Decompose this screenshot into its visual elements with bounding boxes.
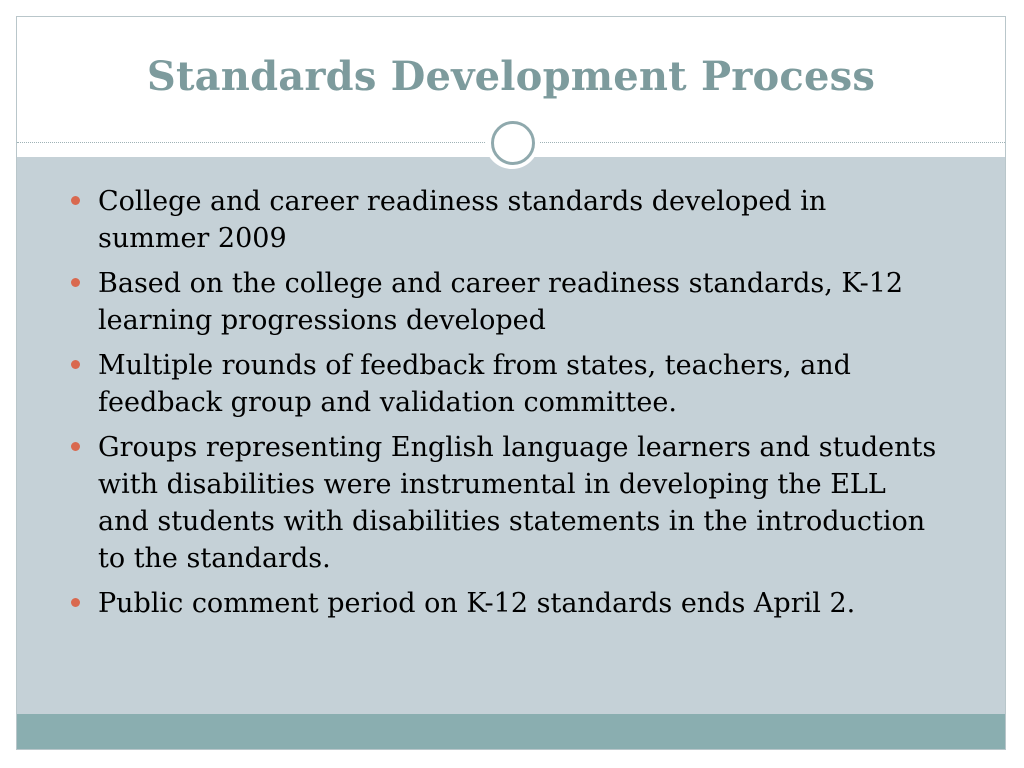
bullet-text: Based on the college and career readiness standards, K-12 learning progressions developed bbox=[98, 268, 904, 336]
list-item bbox=[71, 347, 941, 421]
bullet-text: College and career readiness standards developed in summer 2009 bbox=[98, 186, 827, 254]
ornament-ring bbox=[491, 121, 535, 165]
bullet-text: Public comment period on K-12 standards ends April 2. bbox=[98, 588, 856, 619]
slide bbox=[16, 16, 1006, 750]
circle-ornament-icon bbox=[485, 115, 539, 169]
bullet-dot-icon bbox=[71, 442, 80, 451]
list-item bbox=[71, 429, 941, 577]
bullet-dot-icon bbox=[71, 598, 80, 607]
slide-title: Standards Development Process bbox=[146, 53, 876, 100]
list-item bbox=[71, 585, 941, 622]
bottom-accent-bar bbox=[17, 714, 1005, 749]
bullet-list bbox=[71, 183, 941, 630]
bullet-text: Groups representing English language learners and students with disabilities were instrumental in developing the ELL and students with disabilities statements in the introduction to the standards. bbox=[98, 432, 937, 574]
bullet-dot-icon bbox=[71, 196, 80, 205]
list-item bbox=[71, 265, 941, 339]
bullet-dot-icon bbox=[71, 278, 80, 287]
bullet-dot-icon bbox=[71, 360, 80, 369]
bullet-text: Multiple rounds of feedback from states, teachers, and feedback group and validation committee. bbox=[98, 350, 851, 418]
list-item bbox=[71, 183, 941, 257]
